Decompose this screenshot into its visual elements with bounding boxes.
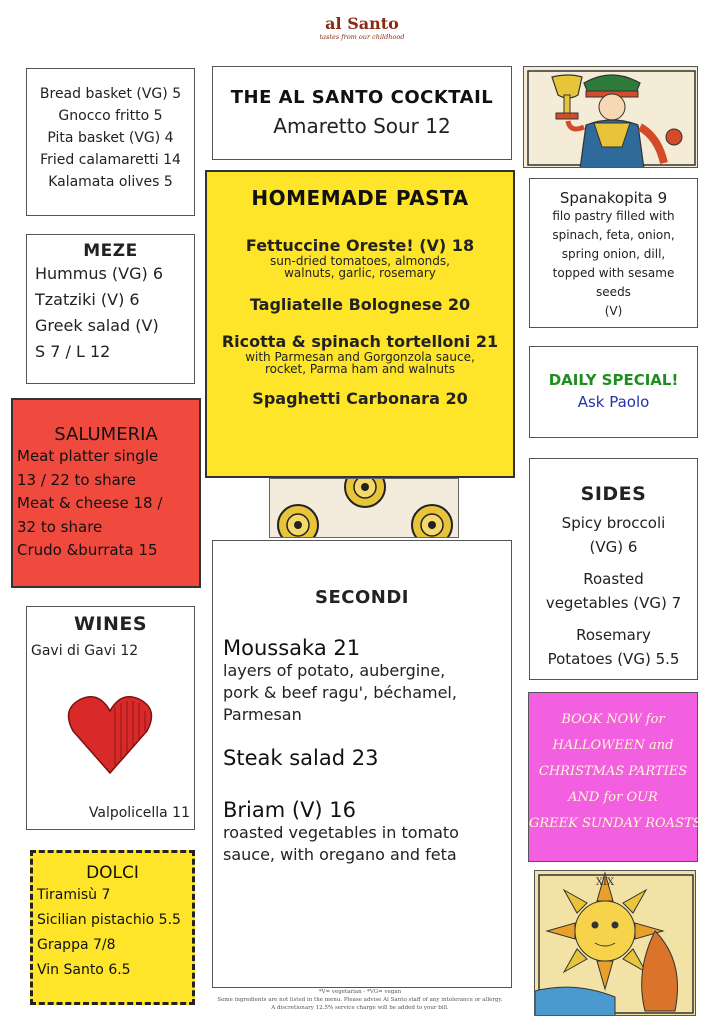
- heart-icon: [67, 693, 153, 779]
- book-now-line: CHRISTMAS PARTIES: [538, 764, 688, 779]
- dolci-title: DOLCI: [86, 863, 139, 883]
- secondi-dish-desc: Parmesan: [223, 705, 302, 724]
- pasta-dish-name: Spaghetti Carbonara 20: [252, 389, 468, 408]
- book-now-line: GREEK SUNDAY ROASTS: [529, 816, 702, 831]
- menu-item: Grappa 7/8: [37, 937, 116, 953]
- secondi-section: [212, 540, 512, 988]
- meze-section: [26, 234, 195, 384]
- menu-item: Tiramisù 7: [37, 887, 111, 903]
- menu-item: Crudo &burrata 15: [17, 541, 158, 559]
- playing-card-cups-image: [523, 66, 698, 168]
- spanakopita-desc: spinach, feta, onion,: [552, 228, 675, 242]
- pasta-dish-desc: with Parmesan and Gorgonzola sauce,: [245, 350, 475, 364]
- menu-item: Hummus (VG) 6: [35, 264, 163, 283]
- menu-item: Meat & cheese 18 /: [17, 494, 163, 512]
- meze-title: MEZE: [83, 241, 138, 261]
- pasta-section: [205, 170, 515, 478]
- menu-item: Kalamata olives 5: [48, 174, 173, 190]
- menu-item: 32 to share: [17, 517, 103, 536]
- menu-item: Bread basket (VG) 5: [39, 86, 182, 102]
- menu-item: Spicy broccoli: [561, 514, 666, 532]
- pasta-dish-desc: walnuts, garlic, rosemary: [284, 266, 436, 280]
- book-now-line: AND for OUR: [568, 790, 658, 805]
- book-now-line: HALLOWEEN and: [552, 738, 674, 753]
- secondi-dish-desc: layers of potato, aubergine,: [223, 661, 446, 680]
- footer-line: A discretionary 12.5% service charge will be added to your bill.: [271, 1005, 449, 1011]
- spanakopita-desc: topped with sesame: [552, 266, 675, 280]
- tarot-sun-card-image: [534, 870, 696, 1016]
- footer-line: Some ingredients are not listed in the menu. Please advise Al Santo staff of any intolerance or allergy.: [217, 997, 503, 1003]
- spanakopita-section: [529, 178, 698, 328]
- wines-section: [26, 606, 195, 830]
- menu-item: Rosemary: [576, 626, 651, 644]
- menu-item: Meat platter single: [17, 447, 159, 465]
- menu-item: Vin Santo 6.5: [37, 962, 131, 978]
- logo-name: al Santo: [325, 14, 399, 33]
- menu-item: S 7 / L 12: [35, 342, 111, 361]
- menu-item: Pita basket (VG) 4: [47, 130, 174, 146]
- spanakopita-desc: spring onion, dill,: [561, 247, 666, 261]
- spanakopita-desc: (V): [604, 304, 623, 318]
- wines-title: WINES: [73, 613, 148, 635]
- menu-item: Gnocco fritto 5: [58, 108, 163, 124]
- pasta-dish-name: Ricotta & spinach tortelloni 21: [221, 332, 499, 351]
- menu-item: Fried calamaretti 14: [40, 152, 181, 168]
- daily-special-title: DAILY SPECIAL!: [548, 371, 679, 389]
- menu-item: Greek salad (V): [35, 316, 159, 335]
- spanakopita-title: Spanakopita 9: [559, 189, 668, 207]
- logo-tagline: tastes from our childhood: [319, 33, 405, 41]
- secondi-dish-desc: sauce, with oregano and feta: [223, 845, 457, 864]
- pasta-dish-name: Fettuccine Oreste! (V) 18: [245, 236, 475, 255]
- sides-title: SIDES: [580, 483, 647, 505]
- secondi-dish-name: Briam (V) 16: [223, 798, 357, 822]
- wine-white: Gavi di Gavi 12: [31, 643, 139, 659]
- menu-item: Sicilian pistachio 5.5: [37, 912, 181, 928]
- secondi-dish-name: Moussaka 21: [223, 636, 361, 660]
- book-now-line: BOOK NOW for: [561, 712, 665, 727]
- pasta-dish-desc: sun-dried tomatoes, almonds,: [270, 254, 450, 268]
- daily-special-text: Ask Paolo: [577, 393, 650, 411]
- salumeria-title: SALUMERIA: [54, 424, 158, 445]
- menu-item: 13 / 22 to share: [17, 470, 136, 489]
- footer-line: *V= vegetarian - *VG= vegan: [318, 989, 402, 995]
- secondi-dish-desc: pork & beef ragu', béchamel,: [223, 683, 457, 702]
- spanakopita-desc: filo pastry filled with: [552, 209, 675, 223]
- daily-special-section: [529, 346, 698, 438]
- menu-item: Roasted: [583, 570, 644, 588]
- pasta-title: HOMEMADE PASTA: [251, 186, 469, 210]
- secondi-dish-desc: roasted vegetables in tomato: [223, 823, 459, 842]
- playing-card-coins-image: [269, 478, 459, 538]
- tarot-numeral: XIX: [595, 877, 615, 888]
- menu-item: (VG) 6: [589, 538, 638, 556]
- book-now-banner: [528, 692, 702, 862]
- secondi-title: SECONDI: [315, 587, 409, 608]
- menu-item: Tzatziki (V) 6: [35, 290, 140, 309]
- spanakopita-desc: seeds: [596, 285, 631, 299]
- cocktail-section: [212, 66, 512, 160]
- menu-item: vegetables (VG) 7: [545, 594, 682, 612]
- menu-item: Potatoes (VG) 5.5: [547, 650, 680, 668]
- sides-section: [529, 458, 698, 680]
- salumeria-section: [11, 398, 201, 588]
- restaurant-logo: [312, 14, 412, 52]
- dolci-section: [30, 850, 195, 1005]
- secondi-dish-name: Steak salad 23: [223, 746, 379, 770]
- menu-footer-notes: [200, 988, 520, 1012]
- wine-red: Valpolicella 11: [88, 805, 190, 821]
- starters-section: [26, 68, 195, 216]
- pasta-dish-name: Tagliatelle Bolognese 20: [249, 295, 471, 314]
- pasta-dish-desc: rocket, Parma ham and walnuts: [264, 362, 455, 376]
- cocktail-title: THE AL SANTO COCKTAIL: [230, 87, 494, 108]
- cocktail-item: Amaretto Sour 12: [273, 114, 451, 138]
